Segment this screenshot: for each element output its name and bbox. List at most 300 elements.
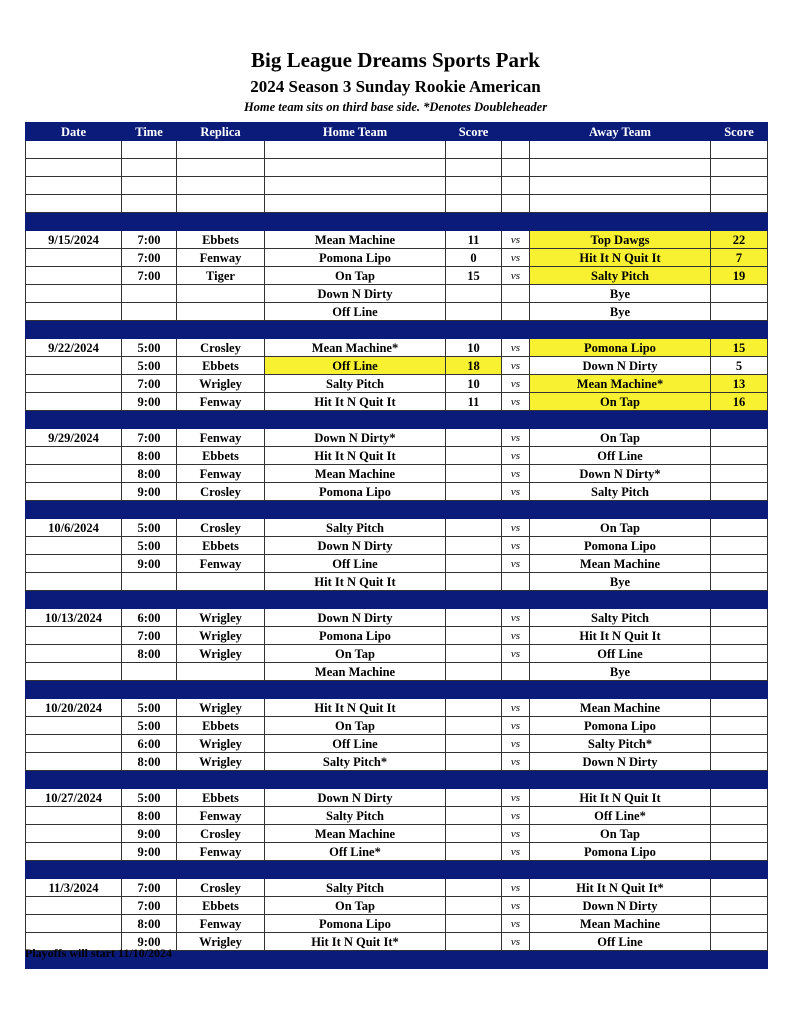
- cell-home-team: Hit It N Quit It: [265, 447, 446, 465]
- cell-time: 9:00: [122, 393, 177, 411]
- cell-home-score: 18: [446, 357, 502, 375]
- separator-cell: [502, 951, 530, 969]
- separator-cell: [502, 213, 530, 231]
- cell-date: [26, 375, 122, 393]
- game-row: [26, 519, 768, 537]
- cell-home-team: On Tap: [265, 645, 446, 663]
- separator-cell: [122, 411, 177, 429]
- cell-vs: [502, 285, 530, 303]
- cell-vs: vs: [502, 447, 530, 465]
- separator-cell: [502, 321, 530, 339]
- blank-cell: [502, 159, 530, 177]
- separator-cell: [502, 501, 530, 519]
- cell-replica: Ebbets: [177, 789, 265, 807]
- cell-replica: Fenway: [177, 249, 265, 267]
- separator-cell: [177, 213, 265, 231]
- cell-away-score: 15: [711, 339, 768, 357]
- cell-time: [122, 663, 177, 681]
- game-row: [26, 645, 768, 663]
- cell-away-team: On Tap: [530, 519, 711, 537]
- game-row: [26, 483, 768, 501]
- game-row: [26, 915, 768, 933]
- cell-date: [26, 555, 122, 573]
- separator-cell: [530, 411, 711, 429]
- cell-vs: vs: [502, 231, 530, 249]
- cell-vs: vs: [502, 375, 530, 393]
- cell-away-score: [711, 843, 768, 861]
- schedule-table: [25, 122, 768, 969]
- cell-away-team: Salty Pitch: [530, 609, 711, 627]
- cell-away-score: [711, 429, 768, 447]
- cell-home-score: [446, 825, 502, 843]
- separator-cell: [530, 591, 711, 609]
- cell-home-team: Mean Machine: [265, 825, 446, 843]
- cell-away-team: Salty Pitch*: [530, 735, 711, 753]
- week-separator-row: [26, 213, 768, 231]
- blank-cell: [711, 177, 768, 195]
- separator-cell: [122, 771, 177, 789]
- cell-time: 5:00: [122, 537, 177, 555]
- cell-away-score: [711, 879, 768, 897]
- cell-home-score: [446, 303, 502, 321]
- cell-date: [26, 447, 122, 465]
- cell-home-team: Pomona Lipo: [265, 915, 446, 933]
- blank-cell: [265, 177, 446, 195]
- game-row: [26, 231, 768, 249]
- cell-home-team: On Tap: [265, 267, 446, 285]
- blank-cell: [122, 177, 177, 195]
- cell-away-team: Top Dawgs: [530, 231, 711, 249]
- cell-vs: vs: [502, 915, 530, 933]
- cell-time: 9:00: [122, 933, 177, 951]
- cell-home-team: Mean Machine: [265, 465, 446, 483]
- cell-date: [26, 843, 122, 861]
- blank-cell: [711, 195, 768, 213]
- cell-date: 9/29/2024: [26, 429, 122, 447]
- game-row: [26, 267, 768, 285]
- cell-time: 8:00: [122, 753, 177, 771]
- separator-cell: [26, 591, 122, 609]
- cell-time: 9:00: [122, 825, 177, 843]
- cell-date: [26, 807, 122, 825]
- cell-home-score: [446, 663, 502, 681]
- cell-home-team: Off Line: [265, 555, 446, 573]
- separator-cell: [711, 681, 768, 699]
- cell-away-score: [711, 663, 768, 681]
- cell-time: 7:00: [122, 249, 177, 267]
- cell-time: 8:00: [122, 915, 177, 933]
- cell-vs: vs: [502, 843, 530, 861]
- cell-away-team: Down N Dirty: [530, 897, 711, 915]
- cell-date: [26, 753, 122, 771]
- blank-row: [26, 159, 768, 177]
- cell-time: 9:00: [122, 483, 177, 501]
- cell-time: 5:00: [122, 357, 177, 375]
- cell-home-score: [446, 843, 502, 861]
- cell-away-score: 7: [711, 249, 768, 267]
- cell-replica: Fenway: [177, 429, 265, 447]
- cell-home-team: Down N Dirty: [265, 285, 446, 303]
- separator-cell: [502, 771, 530, 789]
- week-separator-row: [26, 591, 768, 609]
- separator-cell: [446, 771, 502, 789]
- separator-cell: [446, 411, 502, 429]
- cell-home-team: Hit It N Quit It: [265, 699, 446, 717]
- separator-cell: [122, 861, 177, 879]
- cell-time: 7:00: [122, 897, 177, 915]
- cell-away-score: [711, 519, 768, 537]
- separator-cell: [177, 591, 265, 609]
- cell-away-score: [711, 573, 768, 591]
- cell-time: 7:00: [122, 429, 177, 447]
- cell-time: [122, 303, 177, 321]
- separator-cell: [446, 681, 502, 699]
- cell-away-team: Bye: [530, 303, 711, 321]
- separator-cell: [446, 591, 502, 609]
- blank-cell: [530, 159, 711, 177]
- cell-home-score: [446, 465, 502, 483]
- cell-away-team: Pomona Lipo: [530, 843, 711, 861]
- cell-away-score: [711, 537, 768, 555]
- cell-vs: vs: [502, 483, 530, 501]
- cell-home-score: [446, 573, 502, 591]
- separator-cell: [265, 771, 446, 789]
- cell-vs: vs: [502, 933, 530, 951]
- cell-replica: Ebbets: [177, 897, 265, 915]
- cell-replica: Wrigley: [177, 753, 265, 771]
- cell-time: 7:00: [122, 231, 177, 249]
- cell-home-score: 11: [446, 231, 502, 249]
- cell-replica: [177, 573, 265, 591]
- page-note: Home team sits on third base side. *Denotes Doubleheader: [243, 100, 548, 114]
- cell-vs: vs: [502, 645, 530, 663]
- separator-cell: [177, 321, 265, 339]
- cell-vs: vs: [502, 357, 530, 375]
- cell-away-team: On Tap: [530, 825, 711, 843]
- cell-home-team: Down N Dirty*: [265, 429, 446, 447]
- cell-home-score: [446, 897, 502, 915]
- cell-away-team: Salty Pitch: [530, 267, 711, 285]
- cell-replica: [177, 303, 265, 321]
- cell-home-score: [446, 537, 502, 555]
- cell-time: 9:00: [122, 555, 177, 573]
- game-row: [26, 339, 768, 357]
- cell-time: 7:00: [122, 627, 177, 645]
- cell-replica: Ebbets: [177, 231, 265, 249]
- week-separator-row: [26, 321, 768, 339]
- separator-cell: [265, 951, 446, 969]
- cell-replica: Ebbets: [177, 717, 265, 735]
- blank-cell: [530, 195, 711, 213]
- cell-away-score: [711, 303, 768, 321]
- cell-home-team: Down N Dirty: [265, 609, 446, 627]
- blank-cell: [265, 141, 446, 159]
- cell-date: [26, 303, 122, 321]
- cell-home-score: [446, 717, 502, 735]
- cell-away-team: Off Line: [530, 447, 711, 465]
- game-row: [26, 879, 768, 897]
- cell-home-score: [446, 699, 502, 717]
- cell-home-score: [446, 483, 502, 501]
- separator-cell: [177, 411, 265, 429]
- game-row: [26, 627, 768, 645]
- cell-replica: Fenway: [177, 915, 265, 933]
- cell-replica: Crosley: [177, 825, 265, 843]
- separator-cell: [530, 681, 711, 699]
- cell-time: 5:00: [122, 339, 177, 357]
- cell-away-score: [711, 555, 768, 573]
- cell-away-team: Pomona Lipo: [530, 717, 711, 735]
- cell-date: 10/6/2024: [26, 519, 122, 537]
- blank-cell: [446, 195, 502, 213]
- cell-replica: Ebbets: [177, 357, 265, 375]
- cell-replica: Wrigley: [177, 627, 265, 645]
- week-separator-row: [26, 681, 768, 699]
- document-header: [0, 47, 791, 115]
- cell-away-team: Hit It N Quit It: [530, 789, 711, 807]
- cell-date: [26, 735, 122, 753]
- separator-cell: [711, 501, 768, 519]
- cell-replica: Wrigley: [177, 609, 265, 627]
- cell-home-team: Off Line*: [265, 843, 446, 861]
- cell-date: [26, 645, 122, 663]
- cell-away-score: [711, 645, 768, 663]
- cell-away-team: Mean Machine: [530, 555, 711, 573]
- separator-cell: [265, 411, 446, 429]
- cell-vs: vs: [502, 717, 530, 735]
- cell-replica: Wrigley: [177, 645, 265, 663]
- cell-date: 10/20/2024: [26, 699, 122, 717]
- cell-replica: Wrigley: [177, 933, 265, 951]
- cell-vs: vs: [502, 825, 530, 843]
- cell-home-team: Salty Pitch*: [265, 753, 446, 771]
- blank-cell: [122, 141, 177, 159]
- separator-cell: [265, 861, 446, 879]
- cell-away-team: Off Line: [530, 933, 711, 951]
- week-separator-row: [26, 861, 768, 879]
- separator-cell: [446, 501, 502, 519]
- blank-cell: [446, 177, 502, 195]
- separator-cell: [530, 213, 711, 231]
- cell-vs: vs: [502, 789, 530, 807]
- game-row: [26, 663, 768, 681]
- blank-cell: [122, 159, 177, 177]
- cell-home-score: 10: [446, 339, 502, 357]
- cell-home-team: Salty Pitch: [265, 375, 446, 393]
- separator-cell: [711, 591, 768, 609]
- blank-cell: [177, 141, 265, 159]
- separator-cell: [177, 951, 265, 969]
- cell-time: 9:00: [122, 843, 177, 861]
- cell-vs: vs: [502, 699, 530, 717]
- week-separator-row: [26, 501, 768, 519]
- blank-cell: [446, 159, 502, 177]
- cell-vs: vs: [502, 807, 530, 825]
- separator-cell: [177, 861, 265, 879]
- cell-vs: [502, 303, 530, 321]
- separator-cell: [265, 591, 446, 609]
- blank-cell: [26, 159, 122, 177]
- cell-away-score: [711, 627, 768, 645]
- separator-cell: [26, 411, 122, 429]
- cell-home-team: Salty Pitch: [265, 807, 446, 825]
- cell-away-score: [711, 897, 768, 915]
- cell-away-team: Hit It N Quit It: [530, 249, 711, 267]
- game-row: [26, 555, 768, 573]
- cell-vs: vs: [502, 249, 530, 267]
- cell-home-team: Pomona Lipo: [265, 249, 446, 267]
- cell-away-team: Bye: [530, 573, 711, 591]
- cell-date: [26, 537, 122, 555]
- cell-home-score: [446, 555, 502, 573]
- game-row: [26, 393, 768, 411]
- separator-cell: [502, 411, 530, 429]
- game-row: [26, 303, 768, 321]
- cell-home-team: Off Line: [265, 735, 446, 753]
- cell-home-score: [446, 519, 502, 537]
- game-row: [26, 699, 768, 717]
- blank-cell: [265, 159, 446, 177]
- game-row: [26, 843, 768, 861]
- separator-cell: [122, 501, 177, 519]
- column-header-away-score: Score: [711, 123, 768, 141]
- cell-away-score: [711, 825, 768, 843]
- cell-replica: Wrigley: [177, 375, 265, 393]
- week-separator-row: [26, 411, 768, 429]
- cell-replica: Fenway: [177, 555, 265, 573]
- cell-date: 9/15/2024: [26, 231, 122, 249]
- cell-vs: [502, 663, 530, 681]
- cell-replica: Tiger: [177, 267, 265, 285]
- cell-date: [26, 717, 122, 735]
- cell-vs: vs: [502, 537, 530, 555]
- cell-home-score: [446, 429, 502, 447]
- cell-vs: vs: [502, 267, 530, 285]
- cell-away-score: 16: [711, 393, 768, 411]
- cell-away-team: Down N Dirty: [530, 357, 711, 375]
- cell-away-score: [711, 465, 768, 483]
- cell-home-score: [446, 609, 502, 627]
- blank-cell: [502, 195, 530, 213]
- cell-time: 7:00: [122, 375, 177, 393]
- cell-date: [26, 357, 122, 375]
- cell-away-score: [711, 933, 768, 951]
- column-header-home-team: Home Team: [265, 123, 446, 141]
- separator-cell: [711, 321, 768, 339]
- cell-away-score: 5: [711, 357, 768, 375]
- cell-vs: [502, 573, 530, 591]
- cell-away-score: [711, 717, 768, 735]
- blank-cell: [26, 141, 122, 159]
- game-row: [26, 447, 768, 465]
- cell-date: [26, 393, 122, 411]
- cell-away-team: On Tap: [530, 393, 711, 411]
- cell-replica: Fenway: [177, 807, 265, 825]
- separator-cell: [265, 213, 446, 231]
- cell-replica: Crosley: [177, 483, 265, 501]
- cell-home-score: [446, 915, 502, 933]
- game-row: [26, 357, 768, 375]
- column-header-time: Time: [122, 123, 177, 141]
- cell-home-score: 0: [446, 249, 502, 267]
- cell-replica: Wrigley: [177, 735, 265, 753]
- cell-away-score: [711, 789, 768, 807]
- column-header-away-team: Away Team: [530, 123, 711, 141]
- cell-vs: vs: [502, 609, 530, 627]
- cell-vs: vs: [502, 465, 530, 483]
- cell-away-score: [711, 807, 768, 825]
- separator-cell: [265, 501, 446, 519]
- game-row: [26, 825, 768, 843]
- cell-replica: Crosley: [177, 879, 265, 897]
- cell-time: 6:00: [122, 735, 177, 753]
- separator-cell: [122, 591, 177, 609]
- cell-date: [26, 915, 122, 933]
- separator-cell: [711, 213, 768, 231]
- cell-away-score: [711, 753, 768, 771]
- cell-time: 7:00: [122, 879, 177, 897]
- cell-away-team: Salty Pitch: [530, 483, 711, 501]
- cell-replica: Fenway: [177, 843, 265, 861]
- separator-cell: [177, 501, 265, 519]
- separator-cell: [711, 861, 768, 879]
- cell-home-team: On Tap: [265, 717, 446, 735]
- cell-away-team: Mean Machine*: [530, 375, 711, 393]
- cell-home-score: [446, 789, 502, 807]
- game-row: [26, 735, 768, 753]
- game-row: [26, 375, 768, 393]
- separator-cell: [530, 321, 711, 339]
- cell-date: 11/3/2024: [26, 879, 122, 897]
- column-header-vs: [502, 123, 530, 141]
- cell-away-score: 19: [711, 267, 768, 285]
- cell-away-team: Hit It N Quit It*: [530, 879, 711, 897]
- blank-cell: [26, 177, 122, 195]
- cell-home-team: Mean Machine: [265, 663, 446, 681]
- blank-row: [26, 195, 768, 213]
- game-row: [26, 807, 768, 825]
- cell-away-team: On Tap: [530, 429, 711, 447]
- game-row: [26, 285, 768, 303]
- column-header-home-score: Score: [446, 123, 502, 141]
- cell-away-team: Bye: [530, 285, 711, 303]
- schedule-body: [26, 141, 768, 969]
- cell-time: 5:00: [122, 699, 177, 717]
- cell-away-team: Hit It N Quit It: [530, 627, 711, 645]
- cell-away-score: [711, 285, 768, 303]
- page-title: Big League Dreams Sports Park: [251, 48, 540, 72]
- cell-vs: vs: [502, 879, 530, 897]
- cell-home-team: Down N Dirty: [265, 789, 446, 807]
- cell-home-team: Hit It N Quit It: [265, 393, 446, 411]
- cell-time: 5:00: [122, 519, 177, 537]
- cell-home-score: [446, 753, 502, 771]
- cell-time: 8:00: [122, 447, 177, 465]
- cell-replica: [177, 285, 265, 303]
- separator-cell: [26, 681, 122, 699]
- cell-time: 5:00: [122, 717, 177, 735]
- cell-home-score: 11: [446, 393, 502, 411]
- footer-note: Playoffs will start 11/10/2024: [25, 946, 172, 960]
- cell-replica: Crosley: [177, 519, 265, 537]
- blank-cell: [530, 177, 711, 195]
- cell-home-team: Off Line: [265, 303, 446, 321]
- cell-date: [26, 249, 122, 267]
- game-row: [26, 609, 768, 627]
- table-header-row: [26, 123, 768, 141]
- cell-date: [26, 573, 122, 591]
- separator-cell: [26, 771, 122, 789]
